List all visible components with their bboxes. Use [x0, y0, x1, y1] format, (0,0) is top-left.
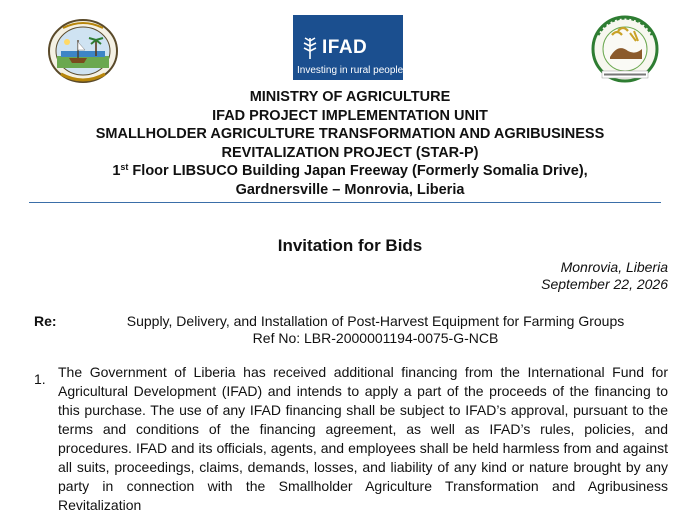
ministry-of-agriculture-seal-icon [588, 15, 662, 87]
re-label: Re: [34, 313, 57, 329]
header-divider [29, 202, 661, 203]
paragraph-body: The Government of Liberia has received additional financing from the International Fund for Agricultural Development (IFAD) and intends to apply a part of the proceeds of the financing to this purchase. The use of any IFAD financing shall be subject to IFAD’s approval, pursuant to the terms and conditions of the financing agreement, as well as IFAD’s rules, policies, and procedures. IFAD and its officials, agents, and employees shall be held harmless from and against all suits, proceedings, claims, demands, losses, and liability of any kind or nature brought by any party in connection with the Smallholder Agriculture Transformation and Agribusiness Revitalization [58, 364, 668, 513]
re-subject: Supply, Delivery, and Installation of Post-Harvest Equipment for Farming Groups [126, 313, 625, 329]
ifad-logo [293, 15, 403, 80]
re-reference: Ref No: LBR-2000001194-0075-G-NCB [252, 330, 499, 346]
logo-bar [0, 0, 700, 86]
ministry-name: MINISTRY OF AGRICULTURE [249, 89, 451, 105]
document-date: September 22, 2026 [541, 276, 668, 292]
address-line1-text: Floor LIBSUCO Building Japan Freeway (Formerly Somalia Drive), [128, 163, 588, 179]
paragraph-number: 1. [34, 371, 46, 387]
unit-name: IFAD PROJECT IMPLEMENTATION UNIT [212, 107, 488, 124]
address-line2: Gardnersville – Monrovia, Liberia [235, 181, 465, 198]
document-title: Invitation for Bids [277, 236, 423, 255]
address-floor-ordinal: st [120, 162, 129, 172]
wheat-ear-icon [300, 35, 320, 61]
document-place: Monrovia, Liberia [560, 259, 668, 275]
liberia-seal-icon [47, 18, 119, 84]
ifad-logo-tagline: Investing in rural people [297, 65, 404, 76]
address-line1 [40, 162, 660, 181]
ifad-logo-name: IFAD [322, 37, 368, 58]
place-and-date [541, 259, 668, 293]
re-subject-block [84, 313, 667, 347]
project-name-line1: SMALLHOLDER AGRICULTURE TRANSFORMATION AND AGRIBUSINESS [95, 126, 605, 142]
project-name-line2: REVITALIZATION PROJECT (STAR-P) [221, 144, 479, 161]
address-floor-number: 1 [112, 163, 121, 179]
letterhead [40, 88, 660, 199]
